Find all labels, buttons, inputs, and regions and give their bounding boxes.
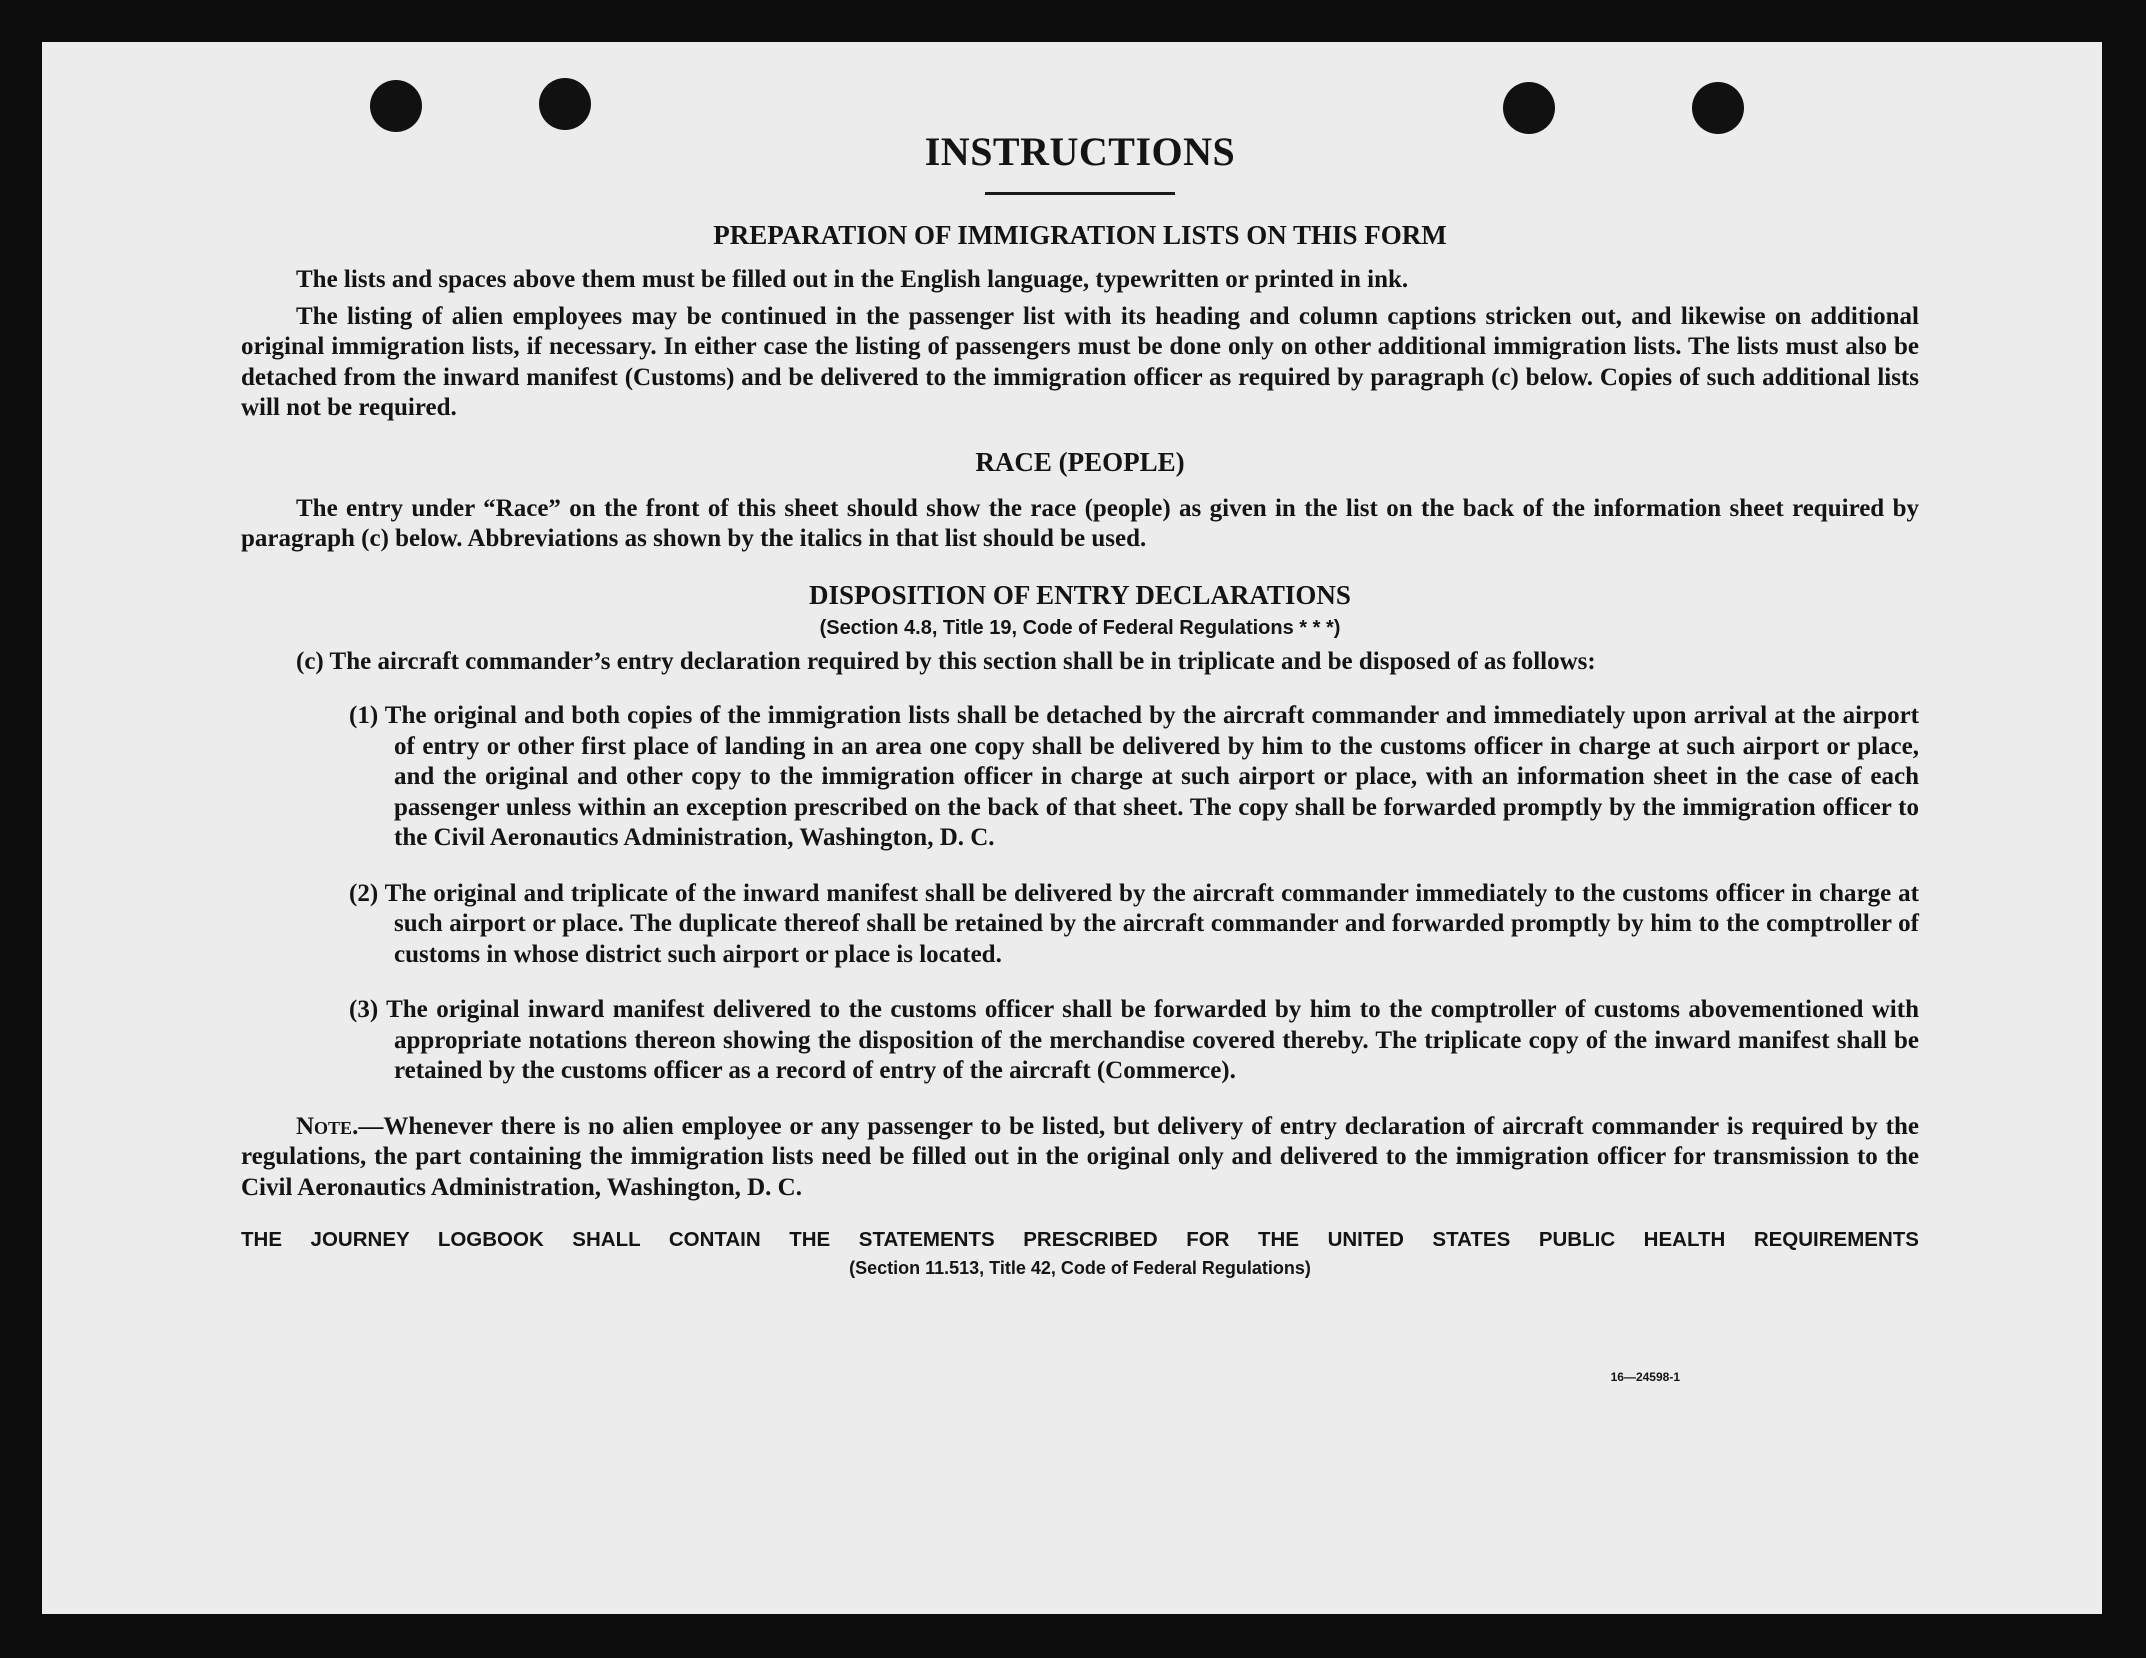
section-citation: (Section 4.8, Title 19, Code of Federal Regulations * * *): [819, 616, 1341, 639]
list-item-3: (3) The original inward manifest delivered to the customs officer shall be forwarded by him to the comptroller of customs abovementioned with appropriate notations thereon showing the disposition of the merchandise covered thereby. The triplicate copy of the inward manifest shall be retained by the customs officer as a record of entry of the aircraft (Commerce).: [349, 996, 1919, 1084]
clause-c: (c) The aircraft commander’s entry declaration required by this section shall be in triplicate and be disposed of as follows:: [296, 647, 1596, 675]
list-item-2: (2) The original and triplicate of the inward manifest shall be delivered by the aircraft commander immediately to the customs officer in charge at such airport or place. The duplicate thereof shall be retained by the aircraft commander and forwarded promptly by him to the comptroller of customs in whose district such airport or place is located.: [349, 879, 1919, 968]
section-heading-preparation: PREPARATION OF IMMIGRATION LISTS ON THIS FORM: [713, 220, 1447, 250]
paragraph-alien-employees: The listing of alien employees may be continued in the passenger list with its heading and column captions stricken out, and likewise on additional original immigration lists, if necessary. In either case the listing of passengers must be done only on other additional immigration lists. The lists must also be detached from the inward manifest (Customs) and be delivered to the immigration officer as required by paragraph (c) below. Copies of such additional lists will not be required.: [241, 302, 1919, 421]
note-paragraph: [241, 1112, 1919, 1204]
note-text: —Whenever there is no alien employee or any passenger to be listed, but delivery of entry declaration of aircraft commander is required by the regulations, the part containing the immigration lists need be filled out in the original only and delivered to the immigration officer for transmission to the Civil Aeronautics Administration, Washington, D. C.: [241, 1112, 1919, 1201]
paragraph-race: The entry under “Race” on the front of this sheet should show the race (people) as given in the list on the back of the information sheet required by paragraph (c) below. Abbreviations as shown by the italics in that list should be used.: [241, 494, 1919, 552]
page-title: INSTRUCTIONS: [924, 129, 1236, 174]
document-body: [241, 122, 1919, 1281]
health-statement: THE JOURNEY LOGBOOK SHALL CONTAIN THE STATEMENTS PRESCRIBED FOR THE UNITED STATES PUBLIC HEALTH REQUIREMENTS: [241, 1228, 1919, 1251]
title-underline: [985, 192, 1175, 195]
document-sheet: [42, 42, 2102, 1614]
note-label: Note.: [296, 1112, 359, 1140]
section-heading-race: RACE (PEOPLE): [975, 446, 1185, 477]
list-item-1: (1) The original and both copies of the immigration lists shall be detached by the aircraft commander and immediately upon arrival at the airport of entry or other first place of landing in an area one copy shall be delivered by him to the customs officer in charge at such airport or place, and the original and other copy to the immigration officer in charge at such airport or place, with an information sheet in the case of each passenger unless within an exception prescribed on the back of that sheet. The copy shall be forwarded promptly by the immigration officer to the Civil Aeronautics Administration, Washington, D. C.: [349, 702, 1919, 851]
health-citation: (Section 11.513, Title 42, Code of Federal Regulations): [849, 1258, 1311, 1278]
paragraph-language: The lists and spaces above them must be filled out in the English language, typewritten or printed in ink.: [296, 266, 1409, 293]
form-number: 16—24598-1: [1610, 1370, 1680, 1384]
section-heading-disposition: DISPOSITION OF ENTRY DECLARATIONS: [809, 579, 1351, 610]
